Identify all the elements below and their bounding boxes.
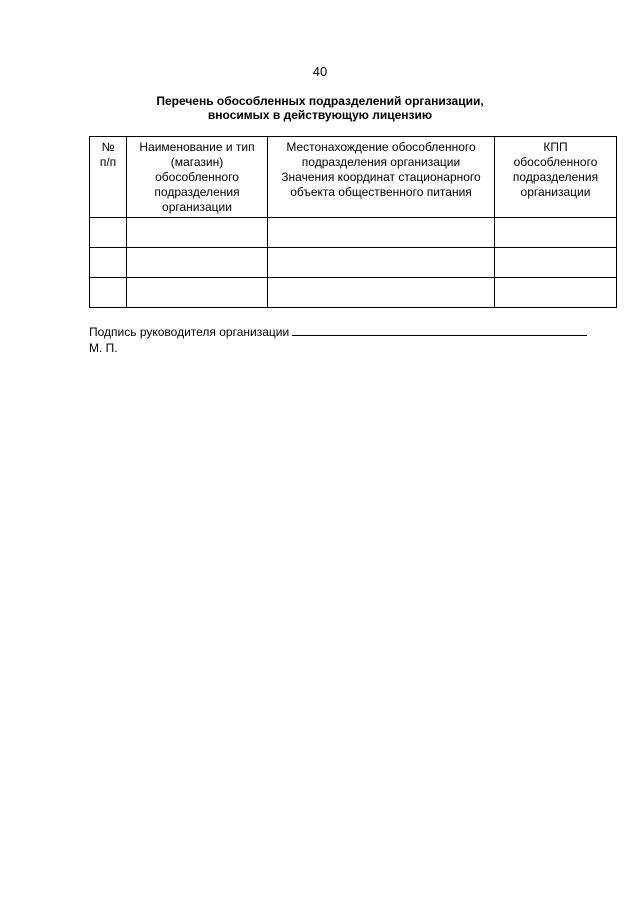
stamp-place: М. П.	[89, 341, 118, 355]
table-row	[90, 218, 617, 248]
table-cell	[90, 278, 127, 308]
header-line: Местонахождение обособленного	[286, 140, 476, 154]
table-cell	[127, 278, 268, 308]
signature-line	[89, 324, 587, 339]
document-title-line-1: Перечень обособленных подразделений организации,	[156, 94, 484, 108]
header-name-type	[127, 137, 268, 218]
header-line: организации	[162, 200, 232, 214]
table-cell	[268, 218, 495, 248]
table-cell	[495, 218, 617, 248]
table-cell	[90, 218, 127, 248]
header-line: Значения координат стационарного	[281, 170, 481, 184]
table-cell	[268, 278, 495, 308]
header-line: п/п	[99, 155, 117, 169]
header-line: обособленного	[513, 155, 598, 169]
header-line: обособленного	[155, 170, 239, 184]
table-cell	[90, 248, 127, 278]
header-line: (магазин)	[170, 155, 224, 169]
header-location	[268, 137, 495, 218]
table-cell	[127, 248, 268, 278]
page-number: 40	[312, 64, 328, 79]
header-line: подразделения	[154, 185, 240, 199]
header-kpp	[495, 137, 617, 218]
signature-blank	[292, 324, 587, 336]
table-row	[90, 278, 617, 308]
table-header-row	[90, 137, 617, 218]
document-title-line-2: вносимых в действующую лицензию	[207, 108, 433, 122]
table-cell	[495, 248, 617, 278]
document-title	[0, 94, 640, 122]
header-line: №	[101, 140, 115, 154]
signature-label: Подпись руководителя организации	[89, 325, 290, 339]
subdivisions-table	[89, 136, 617, 308]
header-number	[90, 137, 127, 218]
header-line: объекта общественного питания	[290, 185, 472, 199]
table-cell	[127, 218, 268, 248]
header-line: КПП	[543, 140, 568, 154]
table-cell	[495, 278, 617, 308]
header-line: организации	[520, 185, 591, 199]
header-line: подразделения	[512, 170, 599, 184]
table-row	[90, 248, 617, 278]
header-line: Наименование и тип	[139, 140, 255, 154]
header-line: подразделения организации	[301, 155, 461, 169]
table-cell	[268, 248, 495, 278]
